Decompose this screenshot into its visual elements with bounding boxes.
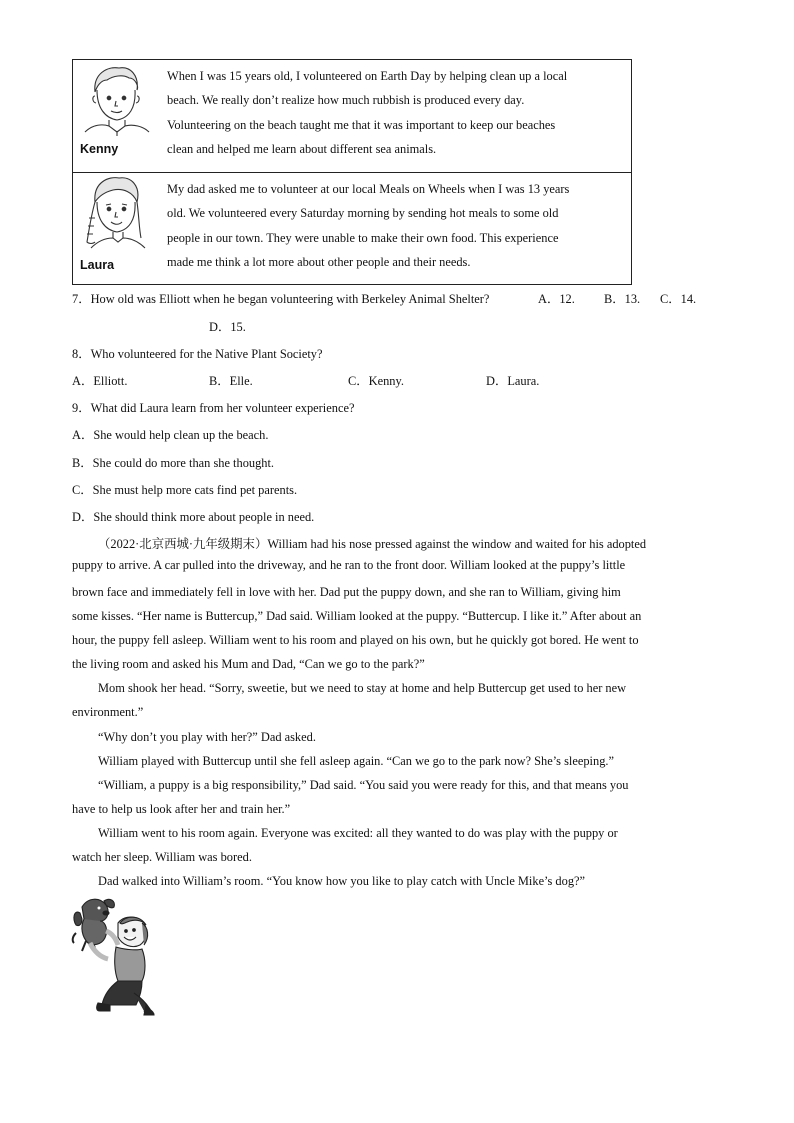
- q7-option-c[interactable]: C．14.: [660, 292, 697, 306]
- q8-option-c[interactable]: C．Kenny.: [348, 374, 404, 388]
- laura-line: My dad asked me to volunteer at our local Meals on Wheels when I was 13 years: [167, 182, 570, 196]
- q9-option-d[interactable]: D．She should think more about people in need.: [72, 510, 315, 524]
- laura-line: made me think a lot more about other people and their needs.: [167, 254, 471, 269]
- q7-option-a[interactable]: A．12.: [538, 292, 575, 306]
- q9-option-a[interactable]: A．She would help clean up the beach.: [72, 428, 269, 442]
- q9-option-c[interactable]: C．She must help more cats find pet parents.: [72, 483, 298, 497]
- kenny-text: [167, 64, 627, 161]
- kenny-line: When I was 15 years old, I volunteered on Earth Day by helping clean up a local: [167, 69, 568, 83]
- kenny-name: Kenny: [80, 142, 119, 156]
- table-row-kenny: [73, 60, 631, 173]
- passage-line: puppy to arrive. A car pulled into the driveway, and he ran to the front door. William looked at the puppy’s little: [72, 558, 626, 572]
- q8-option-d[interactable]: D．Laura.: [486, 374, 540, 388]
- passage-line: environment.”: [72, 705, 144, 719]
- q8-option-b[interactable]: B．Elle.: [209, 374, 253, 388]
- kenny-line: beach. We really don’t realize how much rubbish is produced every day.: [167, 93, 525, 108]
- passage-line: have to help us look after her and train her.”: [72, 802, 291, 816]
- q7-option-b[interactable]: B．13.: [604, 292, 641, 306]
- laura-line: people in our town. They were unable to make their own food. This experience: [167, 230, 559, 245]
- passage-line: hour, the puppy fell asleep. William went to his room and played on his own, but he quickly got bored. He went to: [72, 633, 639, 647]
- volunteer-table: [72, 59, 632, 285]
- passage-line: watch her sleep. William was bored.: [72, 850, 252, 864]
- laura-name: Laura: [80, 258, 115, 272]
- laura-portrait: [73, 172, 163, 285]
- q7-stem: 7．How old was Elliott when he began volunteering with Berkeley Animal Shelter?: [72, 292, 490, 306]
- passage-line: Mom shook her head. “Sorry, sweetie, but we need to stay at home and help Buttercup get used to her new: [98, 681, 627, 695]
- q9-stem: 9．What did Laura learn from her volunteer experience?: [72, 401, 355, 415]
- passage-line: William played with Buttercup until she fell asleep again. “Can we go to the park now? She’s sleeping.”: [98, 754, 614, 768]
- kenny-line: clean and helped me learn about different sea animals.: [167, 141, 437, 156]
- passage-line: Dad walked into William’s room. “You know how you like to play catch with Uncle Mike’s dog?”: [98, 874, 586, 888]
- laura-line: old. We volunteered every Saturday morning by sending hot meals to some old: [167, 206, 559, 221]
- passage-line: some kisses. “Her name is Buttercup,” Dad said. William looked at the puppy. “Buttercup. I like it.” After about an: [72, 609, 642, 623]
- passage-line: the living room and asked his Mum and Dad, “Can we go to the park?”: [72, 657, 425, 671]
- passage-line: “Why don’t you play with her?” Dad asked.: [98, 730, 316, 744]
- boy-lifting-puppy-illustration: [66, 893, 161, 1018]
- passage-line: “William, a puppy is a big responsibility,” Dad said. “You said you were ready for this, and that means you: [98, 778, 629, 792]
- q8-stem: 8．Who volunteered for the Native Plant Society?: [72, 347, 323, 361]
- q7-option-d[interactable]: D．15.: [209, 320, 246, 334]
- laura-text: [167, 177, 627, 274]
- passage-line: William went to his room again. Everyone was excited: all they wanted to do was play with the puppy or: [98, 826, 618, 840]
- kenny-line: Volunteering on the beach taught me that it was important to keep our beaches: [167, 117, 556, 132]
- table-row-laura: [73, 172, 631, 285]
- q8-option-a[interactable]: A．Elliott.: [72, 374, 128, 388]
- kenny-portrait: [73, 60, 163, 172]
- passage-line: brown face and immediately fell in love with her. Dad put the puppy down, and she ran to William, giving him: [72, 585, 621, 599]
- q9-option-b[interactable]: B．She could do more than she thought.: [72, 456, 275, 470]
- passage-line: （2022·北京西城·九年级期末）William had his nose pressed against the window and waited for his adopted: [98, 537, 647, 551]
